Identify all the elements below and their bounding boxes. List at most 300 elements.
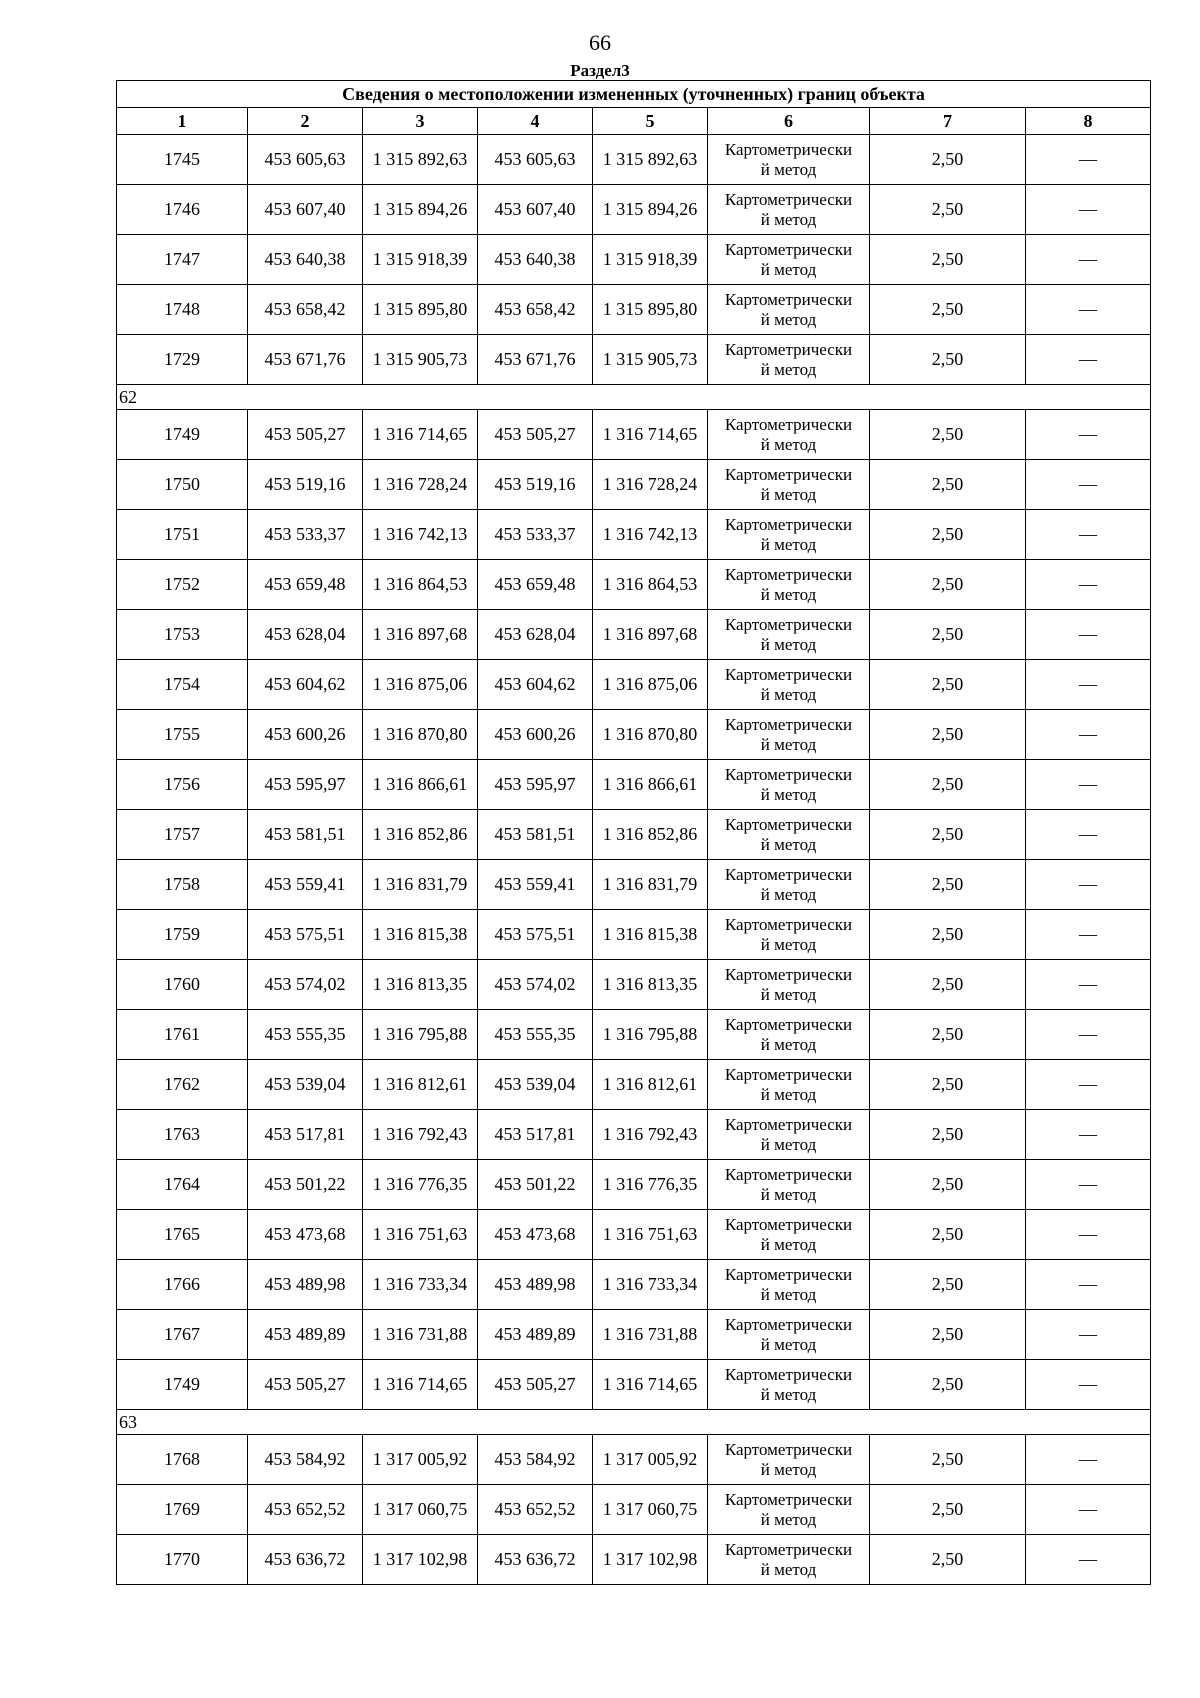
point-number-cell: 1745 [117,135,248,185]
y-existing-cell: 1 316 792,43 [363,1110,478,1160]
method-line: й метод [760,1134,817,1154]
y-refined-cell: 1 316 742,13 [593,510,708,560]
table-row [117,1110,1151,1160]
point-number-cell: 1759 [117,910,248,960]
method-line: Картометрически [724,414,853,434]
accuracy-cell: 2,50 [870,1010,1026,1060]
x-refined-cell: 453 604,62 [478,660,593,710]
method-line: й метод [760,884,817,904]
method-line: Картометрически [724,1164,853,1184]
method-line: Картометрически [724,764,853,784]
description-cell: — [1026,1110,1151,1160]
y-existing-cell: 1 317 005,92 [363,1435,478,1485]
y-existing-cell: 1 316 870,80 [363,710,478,760]
x-refined-cell: 453 584,92 [478,1435,593,1485]
method-cell [708,810,870,860]
method-cell [708,135,870,185]
description-cell: — [1026,285,1151,335]
method-line: й метод [760,1559,817,1579]
accuracy-cell: 2,50 [870,910,1026,960]
description-cell: — [1026,510,1151,560]
description-cell: — [1026,560,1151,610]
accuracy-cell: 2,50 [870,510,1026,560]
x-refined-cell: 453 595,97 [478,760,593,810]
point-number-cell: 1754 [117,660,248,710]
table-row [117,410,1151,460]
point-number-cell: 1769 [117,1485,248,1535]
description-cell: — [1026,610,1151,660]
y-refined-cell: 1 316 831,79 [593,860,708,910]
column-header: 7 [870,108,1026,135]
y-existing-cell: 1 316 852,86 [363,810,478,860]
accuracy-cell: 2,50 [870,860,1026,910]
method-line: й метод [760,1284,817,1304]
table-row [117,1360,1151,1410]
y-refined-cell: 1 316 728,24 [593,460,708,510]
x-refined-cell: 453 517,81 [478,1110,593,1160]
table-row [117,1435,1151,1485]
x-refined-cell: 453 501,22 [478,1160,593,1210]
table-row [117,460,1151,510]
column-header: 4 [478,108,593,135]
table-row [117,710,1151,760]
accuracy-cell: 2,50 [870,460,1026,510]
method-line: Картометрически [724,1539,853,1559]
x-existing-cell: 453 636,72 [248,1535,363,1585]
method-line: й метод [760,1034,817,1054]
y-refined-cell: 1 316 815,38 [593,910,708,960]
point-number-cell: 1753 [117,610,248,660]
table-row [117,1160,1151,1210]
table-row [117,810,1151,860]
method-cell [708,660,870,710]
y-refined-cell: 1 315 918,39 [593,235,708,285]
x-existing-cell: 453 671,76 [248,335,363,385]
method-cell [708,1535,870,1585]
x-existing-cell: 453 559,41 [248,860,363,910]
point-number-cell: 1750 [117,460,248,510]
method-line: Картометрически [724,814,853,834]
method-cell [708,285,870,335]
x-existing-cell: 453 658,42 [248,285,363,335]
y-refined-cell: 1 315 894,26 [593,185,708,235]
description-cell: — [1026,810,1151,860]
method-cell [708,1160,870,1210]
method-cell [708,560,870,610]
x-refined-cell: 453 600,26 [478,710,593,760]
x-refined-cell: 453 533,37 [478,510,593,560]
table-row [117,560,1151,610]
point-number-cell: 1751 [117,510,248,560]
method-line: й метод [760,984,817,1004]
description-cell: — [1026,860,1151,910]
table-row [117,1010,1151,1060]
method-line: Картометрически [724,714,853,734]
point-number-cell: 1768 [117,1435,248,1485]
method-line: Картометрически [724,464,853,484]
method-cell [708,1360,870,1410]
description-cell: — [1026,1535,1151,1585]
x-existing-cell: 453 555,35 [248,1010,363,1060]
accuracy-cell: 2,50 [870,1260,1026,1310]
y-existing-cell: 1 315 918,39 [363,235,478,285]
accuracy-cell: 2,50 [870,335,1026,385]
accuracy-cell: 2,50 [870,410,1026,460]
point-number-cell: 1729 [117,335,248,385]
accuracy-cell: 2,50 [870,610,1026,660]
accuracy-cell: 2,50 [870,135,1026,185]
x-refined-cell: 453 652,52 [478,1485,593,1535]
y-refined-cell: 1 316 866,61 [593,760,708,810]
point-number-cell: 1766 [117,1260,248,1310]
method-line: й метод [760,1084,817,1104]
y-existing-cell: 1 316 742,13 [363,510,478,560]
accuracy-cell: 2,50 [870,1310,1026,1360]
method-line: Картометрически [724,664,853,684]
description-cell: — [1026,1435,1151,1485]
method-cell [708,960,870,1010]
y-refined-cell: 1 315 905,73 [593,335,708,385]
point-number-cell: 1770 [117,1535,248,1585]
y-existing-cell: 1 317 102,98 [363,1535,478,1585]
page-number: 66 [589,30,611,55]
description-cell: — [1026,410,1151,460]
description-cell: — [1026,760,1151,810]
method-cell [708,510,870,560]
point-number-cell: 1749 [117,410,248,460]
description-cell: — [1026,710,1151,760]
y-existing-cell: 1 316 813,35 [363,960,478,1010]
method-line: Картометрически [724,1014,853,1034]
y-refined-cell: 1 316 897,68 [593,610,708,660]
accuracy-cell: 2,50 [870,1110,1026,1160]
method-cell [708,860,870,910]
accuracy-cell: 2,50 [870,660,1026,710]
point-number-cell: 1749 [117,1360,248,1410]
x-refined-cell: 453 559,41 [478,860,593,910]
method-line: й метод [760,684,817,704]
table-row [117,1535,1151,1585]
y-existing-cell: 1 316 875,06 [363,660,478,710]
description-cell: — [1026,1485,1151,1535]
x-existing-cell: 453 517,81 [248,1110,363,1160]
method-line: Картометрически [724,564,853,584]
accuracy-cell: 2,50 [870,1060,1026,1110]
method-cell [708,1110,870,1160]
x-existing-cell: 453 628,04 [248,610,363,660]
method-line: Картометрически [724,914,853,934]
method-line: Картометрически [724,1214,853,1234]
method-line: Картометрически [724,1314,853,1334]
table-row [117,860,1151,910]
x-existing-cell: 453 581,51 [248,810,363,860]
method-cell [708,335,870,385]
accuracy-cell: 2,50 [870,560,1026,610]
method-cell [708,910,870,960]
table-row [117,1485,1151,1535]
accuracy-cell: 2,50 [870,960,1026,1010]
x-existing-cell: 453 600,26 [248,710,363,760]
table-row [117,660,1151,710]
y-existing-cell: 1 316 897,68 [363,610,478,660]
x-existing-cell: 453 539,04 [248,1060,363,1110]
accuracy-cell: 2,50 [870,1360,1026,1410]
y-existing-cell: 1 316 714,65 [363,1360,478,1410]
description-cell: — [1026,1310,1151,1360]
y-existing-cell: 1 316 864,53 [363,560,478,610]
point-number-cell: 1760 [117,960,248,1010]
column-header: 8 [1026,108,1151,135]
point-number-cell: 1767 [117,1310,248,1360]
method-line: Картометрически [724,239,853,259]
y-existing-cell: 1 315 905,73 [363,335,478,385]
method-line: й метод [760,734,817,754]
method-line: й метод [760,484,817,504]
x-refined-cell: 453 574,02 [478,960,593,1010]
x-refined-cell: 453 505,27 [478,1360,593,1410]
y-existing-cell: 1 315 894,26 [363,185,478,235]
point-number-cell: 1762 [117,1060,248,1110]
point-number-cell: 1747 [117,235,248,285]
method-line: й метод [760,434,817,454]
method-line: й метод [760,934,817,954]
group-row [117,1410,1151,1435]
description-cell: — [1026,335,1151,385]
accuracy-cell: 2,50 [870,1210,1026,1260]
method-cell [708,235,870,285]
description-cell: — [1026,1160,1151,1210]
method-line: й метод [760,1384,817,1404]
y-existing-cell: 1 315 892,63 [363,135,478,185]
section-title: Раздел3 [570,61,630,80]
y-refined-cell: 1 316 852,86 [593,810,708,860]
table-body [117,135,1151,1585]
table-row [117,185,1151,235]
x-existing-cell: 453 607,40 [248,185,363,235]
point-number-cell: 1763 [117,1110,248,1160]
method-cell [708,1010,870,1060]
method-cell [708,460,870,510]
x-existing-cell: 453 574,02 [248,960,363,1010]
method-line: Картометрически [724,339,853,359]
x-refined-cell: 453 555,35 [478,1010,593,1060]
method-line: Картометрически [724,964,853,984]
method-line: й метод [760,359,817,379]
y-existing-cell: 1 316 812,61 [363,1060,478,1110]
method-cell [708,760,870,810]
x-refined-cell: 453 489,98 [478,1260,593,1310]
description-cell: — [1026,1210,1151,1260]
table-row [117,1210,1151,1260]
y-refined-cell: 1 316 812,61 [593,1060,708,1110]
point-number-cell: 1756 [117,760,248,810]
x-refined-cell: 453 539,04 [478,1060,593,1110]
group-label: 63 [117,1410,1151,1435]
y-existing-cell: 1 316 815,38 [363,910,478,960]
accuracy-cell: 2,50 [870,285,1026,335]
method-line: й метод [760,634,817,654]
method-line: Картометрически [724,289,853,309]
x-refined-cell: 453 628,04 [478,610,593,660]
method-cell [708,185,870,235]
accuracy-cell: 2,50 [870,760,1026,810]
x-existing-cell: 453 595,97 [248,760,363,810]
method-cell [708,1310,870,1360]
accuracy-cell: 2,50 [870,185,1026,235]
accuracy-cell: 2,50 [870,710,1026,760]
x-existing-cell: 453 652,52 [248,1485,363,1535]
method-cell [708,1210,870,1260]
table-row [117,1310,1151,1360]
method-line: Картометрически [724,1264,853,1284]
description-cell: — [1026,135,1151,185]
accuracy-cell: 2,50 [870,1160,1026,1210]
y-refined-cell: 1 316 733,34 [593,1260,708,1310]
boundary-coordinates-table [116,80,1151,1585]
x-refined-cell: 453 605,63 [478,135,593,185]
y-existing-cell: 1 316 751,63 [363,1210,478,1260]
method-cell [708,1435,870,1485]
y-refined-cell: 1 317 060,75 [593,1485,708,1535]
x-existing-cell: 453 605,63 [248,135,363,185]
method-cell [708,1060,870,1110]
y-refined-cell: 1 317 005,92 [593,1435,708,1485]
y-refined-cell: 1 316 875,06 [593,660,708,710]
point-number-cell: 1761 [117,1010,248,1060]
y-refined-cell: 1 315 895,80 [593,285,708,335]
method-cell [708,1485,870,1535]
method-cell [708,610,870,660]
x-refined-cell: 453 519,16 [478,460,593,510]
x-refined-cell: 453 671,76 [478,335,593,385]
x-refined-cell: 453 505,27 [478,410,593,460]
method-line: Картометрически [724,514,853,534]
y-refined-cell: 1 316 714,65 [593,410,708,460]
y-refined-cell: 1 316 731,88 [593,1310,708,1360]
x-existing-cell: 453 505,27 [248,1360,363,1410]
point-number-cell: 1748 [117,285,248,335]
x-existing-cell: 453 489,89 [248,1310,363,1360]
point-number-cell: 1765 [117,1210,248,1260]
method-cell [708,410,870,460]
method-line: Картометрически [724,614,853,634]
method-line: Картометрически [724,1439,853,1459]
y-existing-cell: 1 316 866,61 [363,760,478,810]
x-refined-cell: 453 473,68 [478,1210,593,1260]
x-existing-cell: 453 489,98 [248,1260,363,1310]
y-existing-cell: 1 316 831,79 [363,860,478,910]
table-row [117,910,1151,960]
column-header-row [117,108,1151,135]
y-existing-cell: 1 316 733,34 [363,1260,478,1310]
table-caption: Сведения о местоположении измененных (уточненных) границ объекта [117,81,1151,108]
y-existing-cell: 1 315 895,80 [363,285,478,335]
x-refined-cell: 453 636,72 [478,1535,593,1585]
x-refined-cell: 453 489,89 [478,1310,593,1360]
table-row [117,285,1151,335]
accuracy-cell: 2,50 [870,1435,1026,1485]
point-number-cell: 1764 [117,1160,248,1210]
y-refined-cell: 1 315 892,63 [593,135,708,185]
point-number-cell: 1758 [117,860,248,910]
x-refined-cell: 453 640,38 [478,235,593,285]
accuracy-cell: 2,50 [870,810,1026,860]
x-existing-cell: 453 584,92 [248,1435,363,1485]
table-row [117,610,1151,660]
y-existing-cell: 1 317 060,75 [363,1485,478,1535]
table-row [117,335,1151,385]
x-refined-cell: 453 659,48 [478,560,593,610]
y-existing-cell: 1 316 795,88 [363,1010,478,1060]
description-cell: — [1026,1360,1151,1410]
method-line: й метод [760,159,817,179]
y-refined-cell: 1 316 813,35 [593,960,708,1010]
column-header: 5 [593,108,708,135]
y-existing-cell: 1 316 731,88 [363,1310,478,1360]
method-line: й метод [760,834,817,854]
x-existing-cell: 453 575,51 [248,910,363,960]
description-cell: — [1026,910,1151,960]
method-line: Картометрически [724,864,853,884]
accuracy-cell: 2,50 [870,1485,1026,1535]
table-row [117,1260,1151,1310]
description-cell: — [1026,1060,1151,1110]
group-label: 62 [117,385,1151,410]
method-line: й метод [760,784,817,804]
point-number-cell: 1752 [117,560,248,610]
x-existing-cell: 453 505,27 [248,410,363,460]
x-existing-cell: 453 640,38 [248,235,363,285]
y-existing-cell: 1 316 714,65 [363,410,478,460]
y-existing-cell: 1 316 776,35 [363,1160,478,1210]
table-row [117,235,1151,285]
description-cell: — [1026,1260,1151,1310]
method-line: Картометрически [724,1114,853,1134]
description-cell: — [1026,185,1151,235]
accuracy-cell: 2,50 [870,235,1026,285]
method-line: й метод [760,1184,817,1204]
method-line: й метод [760,1509,817,1529]
x-existing-cell: 453 659,48 [248,560,363,610]
method-line: й метод [760,584,817,604]
y-refined-cell: 1 316 714,65 [593,1360,708,1410]
column-header: 6 [708,108,870,135]
y-refined-cell: 1 317 102,98 [593,1535,708,1585]
y-refined-cell: 1 316 751,63 [593,1210,708,1260]
x-refined-cell: 453 575,51 [478,910,593,960]
method-line: й метод [760,209,817,229]
x-existing-cell: 453 533,37 [248,510,363,560]
description-cell: — [1026,960,1151,1010]
column-header: 1 [117,108,248,135]
method-line: й метод [760,534,817,554]
y-refined-cell: 1 316 870,80 [593,710,708,760]
method-cell [708,1260,870,1310]
method-line: й метод [760,259,817,279]
method-line: Картометрически [724,139,853,159]
x-existing-cell: 453 519,16 [248,460,363,510]
x-existing-cell: 453 501,22 [248,1160,363,1210]
method-line: й метод [760,1459,817,1479]
description-cell: — [1026,660,1151,710]
group-row [117,385,1151,410]
x-refined-cell: 453 607,40 [478,185,593,235]
method-cell [708,710,870,760]
y-refined-cell: 1 316 776,35 [593,1160,708,1210]
method-line: Картометрически [724,1489,853,1509]
x-existing-cell: 453 604,62 [248,660,363,710]
description-cell: — [1026,1010,1151,1060]
